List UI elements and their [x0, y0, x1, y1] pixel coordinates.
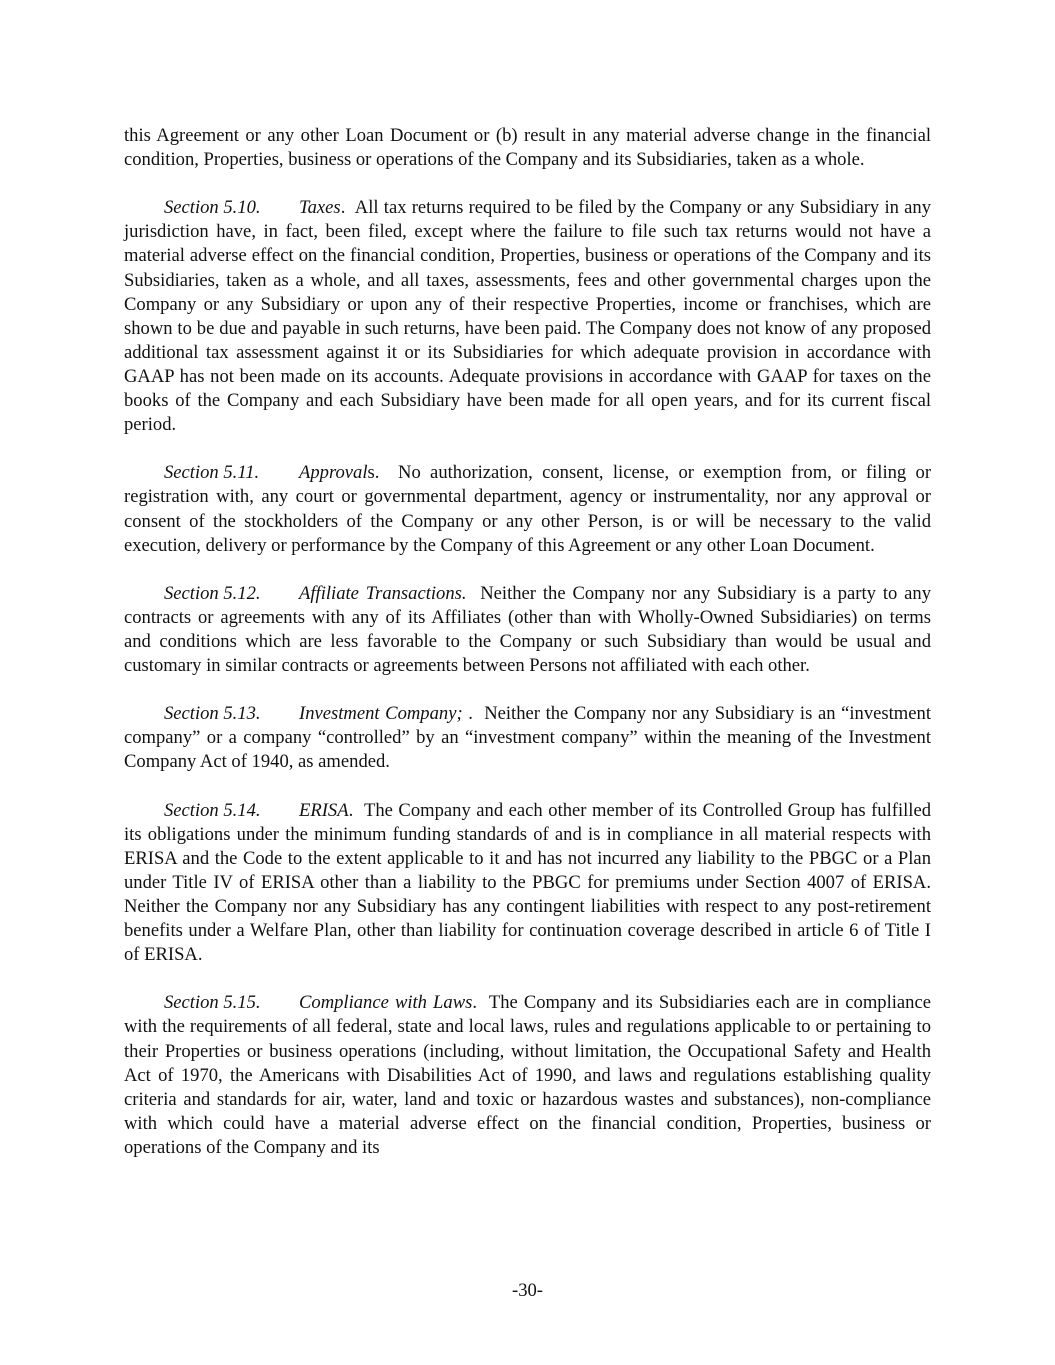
section-number: Section 5.10. — [164, 197, 261, 219]
section-body: No authorization, consent, license, or exemption from, or filing or registration with, any court or governmental department, agency or instrumentality, nor any approval or consent of the stockholders of the Company or any other Person, is or will be necessary to the valid execution, delivery or performance by the Company of this Agreement or any other Loan Document. — [124, 462, 932, 556]
section-body: The Company and its Subsidiaries each are in compliance with the requirements of all federal, state and local laws, rules and regulations applicable to or pertaining to their Properties or business operations (including, without limitation, the Occupational Safety and Health Act of 1970, the Americans with Disabilities Act of 1990, and laws and regulations establishing quality criteria and standards for air, water, land and toxic or hazardous wastes and substances), non-compliance with which could have a material adverse effect on the financial condition, Properties, business or operations of the Company and its — [124, 992, 931, 1158]
section-5-12-paragraph — [124, 582, 931, 678]
section-5-10-paragraph — [124, 196, 931, 437]
document-page — [124, 124, 931, 1184]
section-5-14-paragraph — [124, 799, 931, 968]
section-number: Section 5.11. — [164, 462, 260, 484]
section-number: Section 5.14. — [164, 799, 261, 821]
section-number: Section 5.13. — [164, 703, 261, 725]
page-number: -30- — [512, 1280, 543, 1301]
section-title: Taxes — [299, 197, 341, 219]
section-title-suffix: . — [340, 197, 346, 219]
section-title: Compliance with Laws — [299, 992, 473, 1014]
section-title: ERISA — [299, 799, 349, 821]
section-number: Section 5.15. — [164, 992, 261, 1014]
section-body: All tax returns required to be filed by the Company or any Subsidiary in any jurisdiction have, in fact, been filed, except where the failure to file such tax returns would not have a material adverse effect on the financial condition, Properties, business or operations of the Company and its Subsidiaries, taken as a whole, and all taxes, assessments, fees and other governmental charges upon the Company or any Subsidiary or upon any of their respective Properties, income or franchises, which are shown to be due and payable in such returns, have been paid. The Company does not know of any proposed additional tax assessment against it or its Subsidiaries for which adequate provision in accordance with GAAP has not been made on its accounts. Adequate provisions in accordance with GAAP for taxes on the books of the Company and each Subsidiary have been made for all open years, and for its current fiscal period. — [124, 197, 931, 436]
section-title-suffix: . — [468, 703, 473, 725]
section-body: Neither the Company nor any Subsidiary is a party to any contracts or agreements with any of its Affiliates (other than with Wholly-Owned Subsidiaries) on terms and conditions which are less favorable to the Company or such Subsidiary than would be usual and customary in similar contracts or agreements between Persons not affiliated with each other. — [124, 582, 932, 677]
section-number: Section 5.12. — [164, 582, 261, 604]
section-title-suffix: . — [348, 799, 354, 821]
section-title: Investment Company; — [299, 703, 469, 725]
section-title-suffix: s. — [367, 462, 380, 484]
section-title: Approval — [299, 462, 368, 484]
section-body: The Company and each other member of its Controlled Group has fulfilled its obligations under the minimum funding standards of and is in compliance in all material respects with ERISA and the Code to the extent applicable to it and has not incurred any liability to the PBGC or a Plan under Title IV of ERISA other than a liability to the PBGC for premiums under Section 4007 of ERISA. Neither the Company nor any Subsidiary has any contingent liabilities with respect to any post-retirement benefits under a Welfare Plan, other than liability for continuation coverage described in article 6 of Title I of ERISA. — [124, 799, 931, 966]
section-body: Neither the Company nor any Subsidiary is an “investment company” or a company “controlled” by an “investment company” within the meaning of the Investment Company Act of 1940, as amended. — [124, 703, 931, 773]
section-5-13-paragraph — [124, 702, 931, 774]
continuation-paragraph: this Agreement or any other Loan Document or (b) result in any material adverse change in the financial condition, Properties, business or operations of the Company and its Subsidiaries, taken as a whole. — [124, 125, 931, 171]
section-title: Affiliate Transactions. — [299, 582, 467, 604]
section-title-suffix: . — [472, 992, 477, 1014]
section-5-15-paragraph — [124, 991, 931, 1160]
section-5-11-paragraph — [124, 461, 931, 557]
